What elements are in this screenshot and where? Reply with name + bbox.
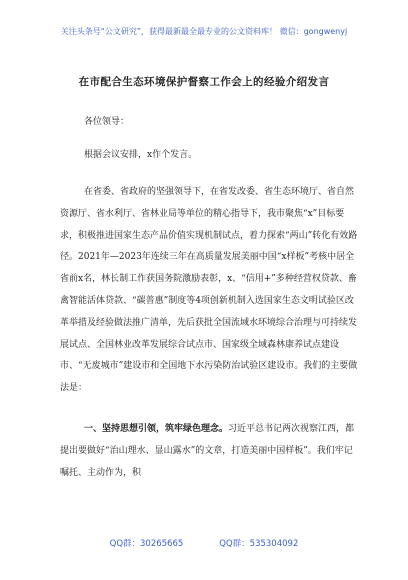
section-heading: 一、坚持思想引领，筑牢绿色理念。 <box>84 424 229 434</box>
qq-group-2: QQ群：535304092 <box>219 539 299 549</box>
qq-group-1: QQ群：30265665 <box>109 539 184 549</box>
paragraph-background-text: 在省委、省政府的坚强领导下，在省发改委、省生态环境厅、省自然资源厅、省水利厅、省林业局等单位的精心指导下，我市聚焦“x”目标要求，积极推进国家生态产品价值实现机制试点，着力探索“两山”转化有效路径。2021年—2023年连续三年在高质量发展美丽中国“x样板”考核中居全省前x名，林长制工作获国务院激励表彰，x、“信用+”多种经营权贷款、畜禽智能活体贷款、“碳普惠”制度等4项创新机制入选国家生态文明试验区改革举措及经验做法推广清单，先后获批全国流域水环境综合治理与可持续发展试点、全国林业改革发展综合试点市、国家级全域森林康养试点建设市、“无废城市”建设市和全国地下水污染防治试验区建设市。我们的主要做法是： <box>60 187 358 394</box>
footer-qq-groups <box>0 537 408 549</box>
header-banner: 关注头条号“公文研究”，获得最新最全最专业的公文资料库！ 微信：gongwenyj <box>60 27 348 36</box>
document-title: 在市配合生态环境保护督察工作会上的经验介绍发言 <box>78 76 330 88</box>
paragraph-intro-text: 根据会议安排，x作个发言。 <box>84 150 198 160</box>
salutation: 各位领导： <box>84 117 130 127</box>
section-body-text: 习近平总书记两次视察江西，都提出要做好“治山理水、显山露水”的文章，打造美丽中国样板”。我们牢记嘱托、主动作为，积 <box>60 424 355 478</box>
paragraph-section-one <box>60 419 360 484</box>
paragraph-intro <box>60 145 360 167</box>
paragraph-background <box>60 182 360 400</box>
